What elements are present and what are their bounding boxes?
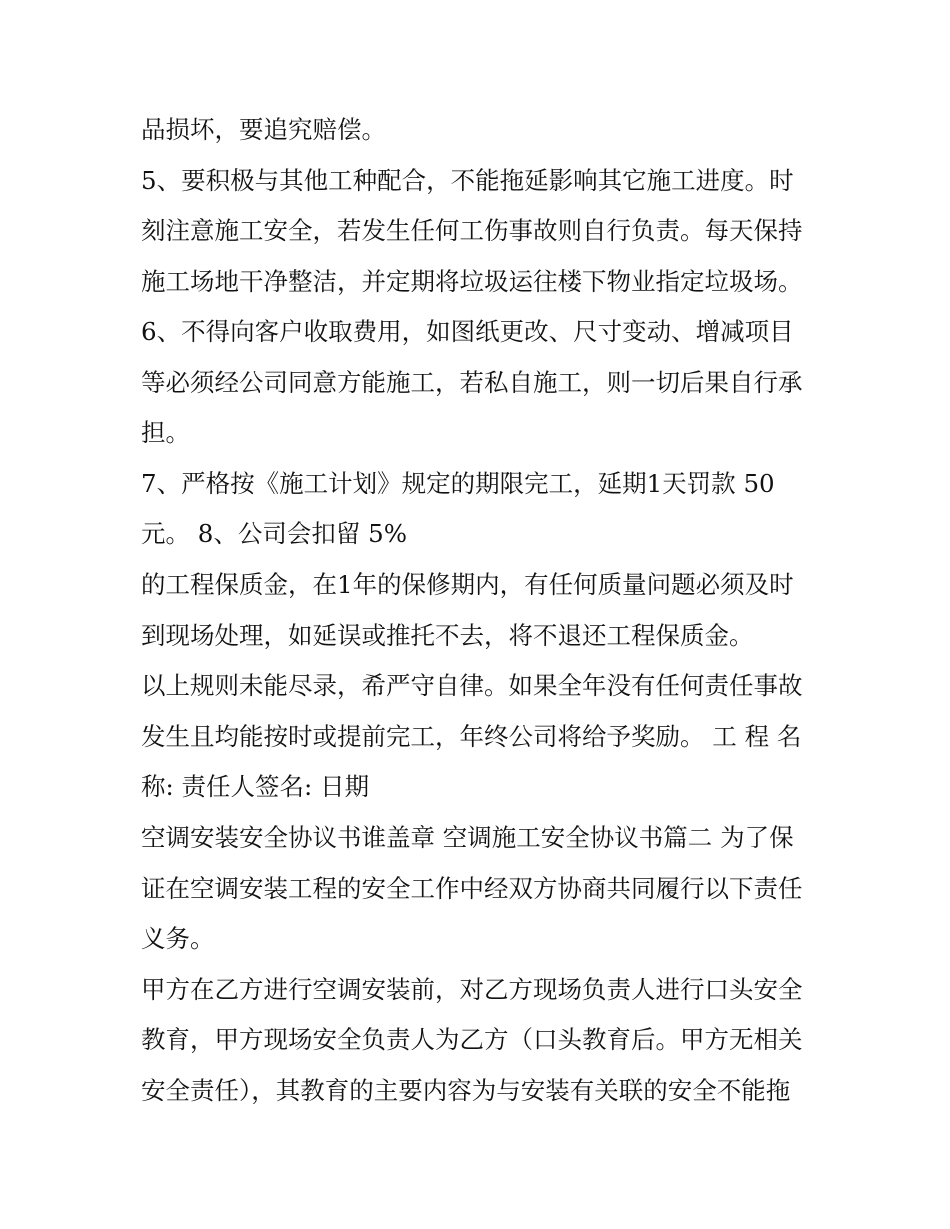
text-line: 的工程保质金，在1年的保修期内，有任何质量问题必须及时	[141, 570, 794, 599]
text-line: 甲方在乙方进行空调安装前，对乙方现场负责人进行口头安全	[141, 975, 803, 1004]
text-line: 品损坏，要追究赔偿。	[141, 115, 386, 144]
text-line: 以上规则未能尽录，希严守自律。如果全年没有任何责任事故	[141, 671, 803, 700]
text-line: 刻注意施工安全，若发生任何工伤事故则自行负责。每天保持	[141, 216, 803, 245]
text-line: 5、要积极与其他工种配合，不能拖延影响其它施工进度。时	[141, 166, 794, 195]
text-line: 教育，甲方现场安全负责人为乙方（口头教育后。甲方无相关	[141, 1025, 803, 1054]
text-line: 称: 责任人签名: 日期	[141, 772, 370, 801]
text-line: 证在空调安装工程的安全工作中经双方协商共同履行以下责任	[141, 874, 803, 903]
text-line: 等必须经公司同意方能施工，若私自施工，则一切后果自行承	[141, 368, 803, 397]
text-line: 担。	[141, 418, 190, 447]
text-line: 到现场处理，如延误或推托不去，将不退还工程保质金。	[141, 621, 754, 650]
text-line: 空调安装安全协议书谁盖章 空调施工安全协议书篇二 为了保	[141, 823, 794, 852]
text-line: 发生且均能按时或提前完工，年终公司将给予奖励。 工 程 名	[141, 722, 802, 751]
text-line: 6、不得向客户收取费用，如图纸更改、尺寸变动、增减项目	[141, 317, 794, 346]
text-line: 施工场地干净整洁，并定期将垃圾运往楼下物业指定垃圾场。	[141, 267, 803, 296]
text-line: 义务。	[141, 924, 215, 953]
text-line: 元。 8、公司会扣留 5%	[141, 519, 408, 548]
text-line: 安全责任），其教育的主要内容为与安装有关联的安全不能拖	[141, 1076, 791, 1105]
text-line: 7、严格按《施工计划》规定的期限完工，延期1天罚款 50	[141, 469, 775, 498]
